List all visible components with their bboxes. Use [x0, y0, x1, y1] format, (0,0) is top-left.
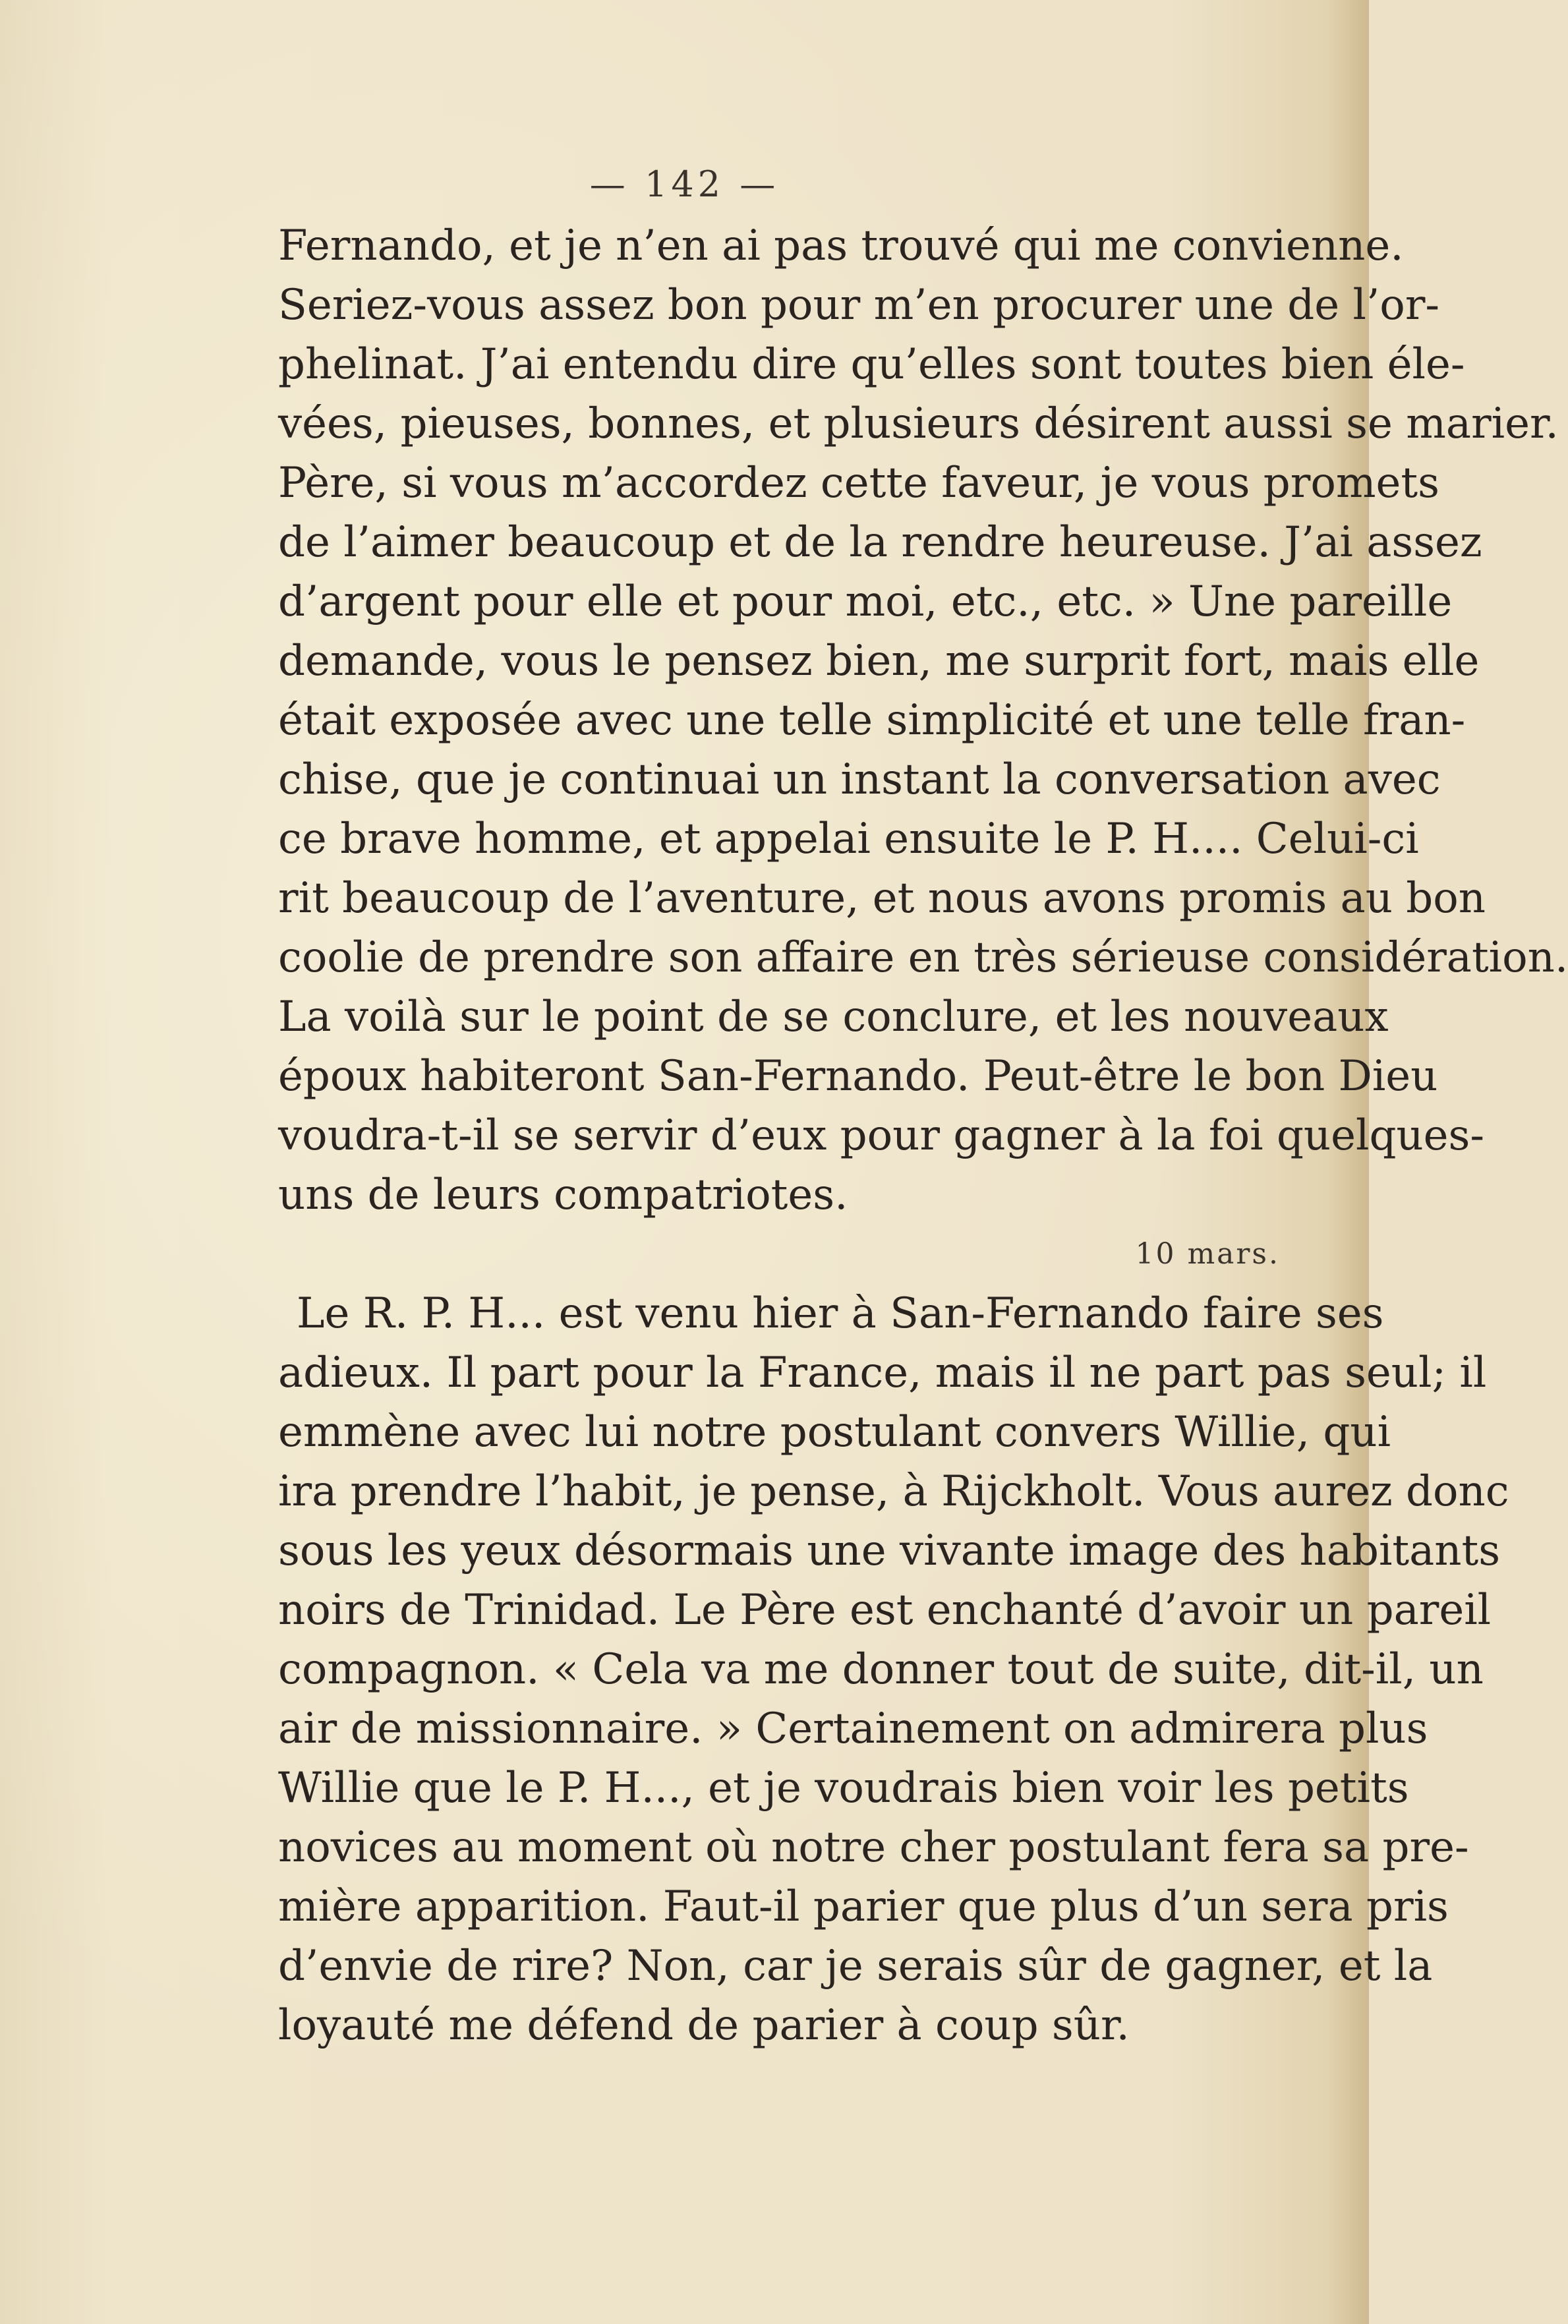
- text-line: sous les yeux désormais une vivante image des habitants: [278, 1526, 1501, 1575]
- text-line: ce brave homme, et appelai ensuite le P. H.... Celui-ci: [278, 815, 1419, 863]
- text-line: demande, vous le pensez bien, me surprit fort, mais elle: [278, 637, 1480, 685]
- text-line: Fernando, et je n’en ai pas trouvé qui me convienne.: [278, 221, 1404, 270]
- text-line: coolie de prendre son affaire en très sérieuse considération.: [278, 933, 1568, 982]
- page-text: [278, 216, 1568, 2055]
- text-line: adieux. Il part pour la France, mais il ne part pas seul; il: [278, 1349, 1487, 1397]
- page-number: — 142 —: [589, 163, 780, 205]
- text-line: mière apparition. Faut-il parier que plus d’un sera pris: [278, 1882, 1449, 1931]
- date-heading: 10 mars.: [1135, 1237, 1280, 1271]
- text-line: air de missionnaire. » Certainement on admirera plus: [278, 1704, 1428, 1753]
- text-line: époux habiteront San-Fernando. Peut-être le bon Dieu: [278, 1052, 1438, 1101]
- text-line: d’argent pour elle et pour moi, etc., etc. » Une pareille: [278, 577, 1453, 626]
- text-line: chise, que je continuai un instant la conversation avec: [278, 755, 1441, 804]
- text-line: compagnon. « Cela va me donner tout de suite, dit-il, un: [278, 1645, 1484, 1694]
- text-line: noirs de Trinidad. Le Père est enchanté d’avoir un pareil: [278, 1586, 1492, 1635]
- text-line: Willie que le P. H..., et je voudrais bien voir les petits: [278, 1764, 1409, 1813]
- text-line: ira prendre l’habit, je pense, à Rijckholt. Vous aurez donc: [278, 1467, 1509, 1516]
- text-line: voudra-t-il se servir d’eux pour gagner à la foi quelques-: [278, 1111, 1484, 1160]
- paragraph-1: [278, 216, 1568, 1225]
- text-line: emmène avec lui notre postulant convers Willie, qui: [278, 1408, 1391, 1457]
- text-line: Le R. P. H... est venu hier à San-Fernando faire ses: [297, 1289, 1384, 1338]
- text-line: rit beaucoup de l’aventure, et nous avons promis au bon: [278, 874, 1486, 923]
- text-line: était exposée avec une telle simplicité et une telle fran-: [278, 696, 1466, 745]
- text-line: novices au moment où notre cher postulant fera sa pre-: [278, 1823, 1469, 1872]
- text-line: phelinat. J’ai entendu dire qu’elles sont toutes bien éle-: [278, 340, 1465, 389]
- text-line: d’envie de rire? Non, car je serais sûr de gagner, et la: [278, 1942, 1433, 1990]
- text-line: Seriez-vous assez bon pour m’en procurer une de l’or-: [278, 281, 1440, 330]
- text-line: vées, pieuses, bonnes, et plusieurs désirent aussi se marier.: [278, 399, 1559, 448]
- text-line: loyauté me défend de parier à coup sûr.: [278, 2001, 1130, 2050]
- paragraph-2: [278, 1284, 1509, 2055]
- text-line: de l’aimer beaucoup et de la rendre heureuse. J’ai assez: [278, 518, 1482, 567]
- text-line: uns de leurs compatriotes.: [278, 1171, 848, 1219]
- text-line: Père, si vous m’accordez cette faveur, je vous promets: [278, 459, 1439, 508]
- text-line: La voilà sur le point de se conclure, et les nouveaux: [278, 993, 1389, 1041]
